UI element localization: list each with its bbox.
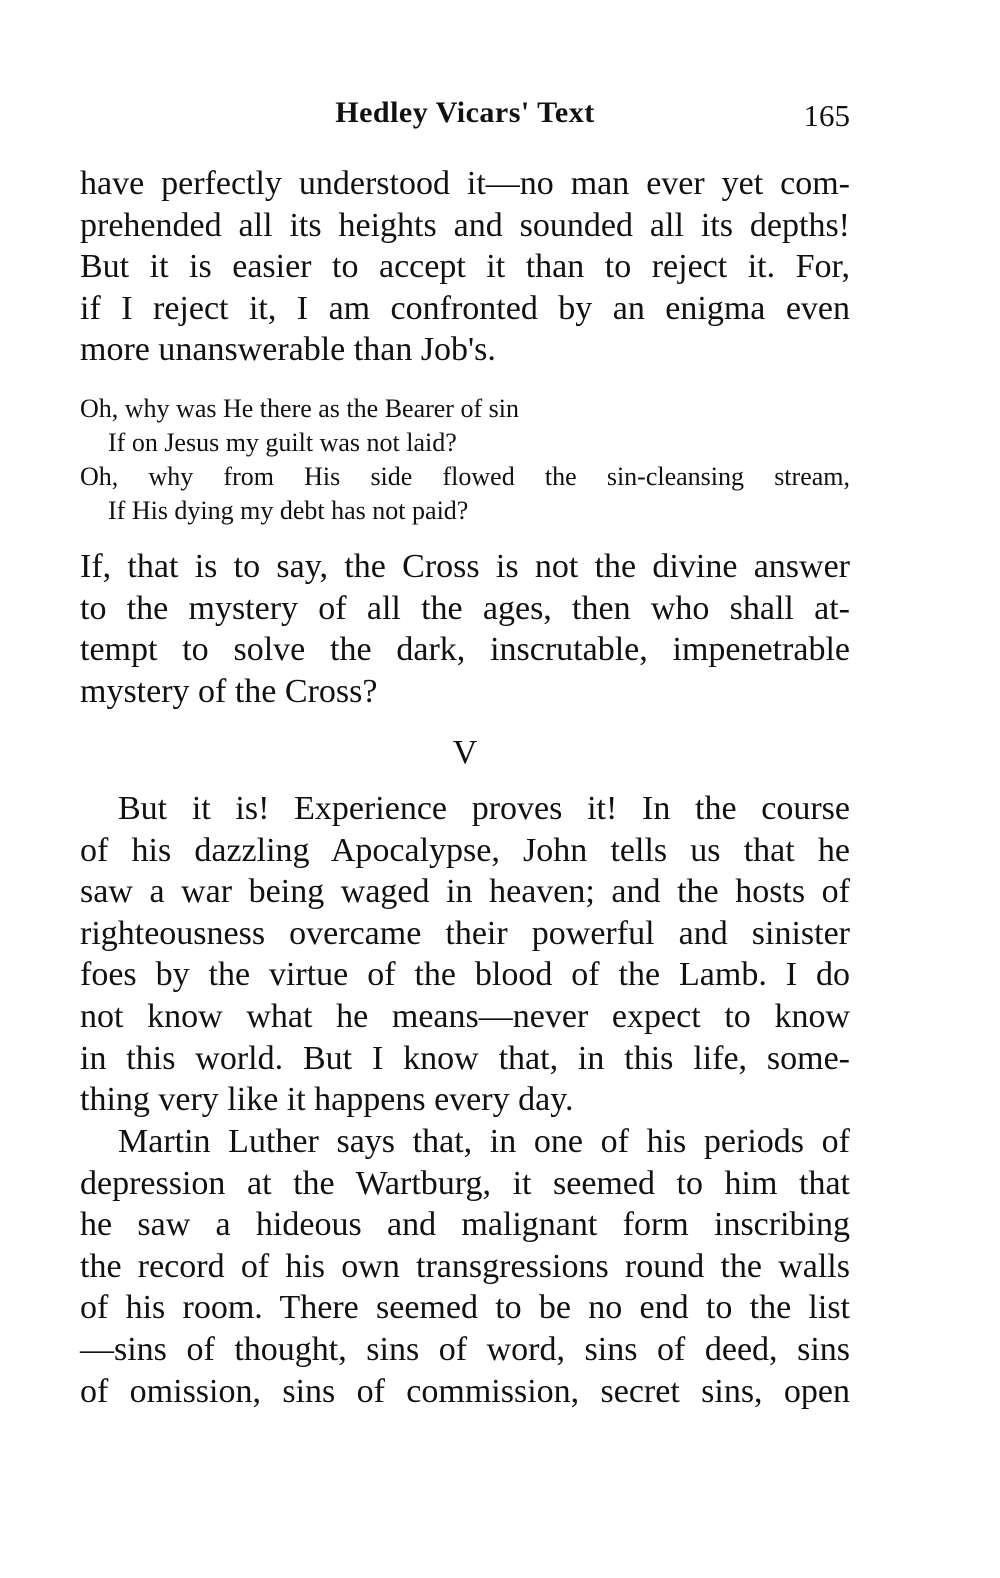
text-line: more unanswerable than Job's. (80, 331, 496, 369)
text-line: prehended all its heights and sounded all its depths! (80, 206, 850, 244)
text-line: foes by the virtue of the blood of the Lamb. I do (80, 956, 850, 994)
verse-line: If His dying my debt has not paid? (108, 496, 469, 525)
text-line: if I reject it, I am confronted by an enigma even (80, 289, 850, 327)
verse-line: Oh, why from His side flowed the sin-cleansing stream, (80, 462, 850, 491)
text-line: But it is! Experience proves it! In the course (118, 790, 850, 827)
page-number: 165 (803, 98, 850, 133)
running-title: Hedley Vicars' Text (335, 96, 595, 129)
verse-line: If on Jesus my guilt was not laid? (108, 428, 457, 457)
text-line: not know what he means—never expect to know (80, 997, 850, 1035)
text-line: tempt to solve the dark, inscrutable, impenetrable (80, 631, 850, 669)
text-line: the record of his own transgressions round the walls (80, 1247, 850, 1285)
paragraph-2 (80, 546, 850, 712)
paragraph-4 (80, 1121, 850, 1412)
text-line: of his room. There seemed to be no end to the list (80, 1289, 850, 1327)
text-line: thing very like it happens every day. (80, 1081, 574, 1119)
text-line: depression at the Wartburg, it seemed to him that (80, 1164, 850, 1202)
paragraph-3 (80, 788, 850, 1121)
text-line: mystery of the Cross? (80, 672, 378, 710)
hymn-verse (80, 392, 850, 528)
paragraph-1 (80, 163, 850, 371)
text-line: have perfectly understood it—no man ever yet com- (80, 165, 850, 202)
text-line: Martin Luther says that, in one of his periods of (118, 1123, 850, 1160)
section-numeral: V (452, 734, 478, 771)
verse-line: Oh, why was He there as the Bearer of sin (80, 394, 519, 423)
text-line: he saw a hideous and malignant form inscribing (80, 1206, 850, 1244)
text-line: to the mystery of all the ages, then who shall at- (80, 589, 850, 627)
text-line: in this world. But I know that, in this life, some- (80, 1039, 850, 1077)
text-line: But it is easier to accept it than to reject it. For, (80, 248, 850, 286)
text-line: of his dazzling Apocalypse, John tells us that he (80, 831, 850, 869)
text-line: saw a war being waged in heaven; and the hosts of (80, 873, 850, 911)
running-head (80, 96, 850, 136)
text-line: If, that is to say, the Cross is not the divine answer (80, 548, 850, 585)
text-line: of omission, sins of commission, secret sins, open (80, 1372, 850, 1410)
text-line: —sins of thought, sins of word, sins of deed, sins (80, 1330, 850, 1368)
text-line: righteousness overcame their powerful and sinister (80, 914, 850, 952)
